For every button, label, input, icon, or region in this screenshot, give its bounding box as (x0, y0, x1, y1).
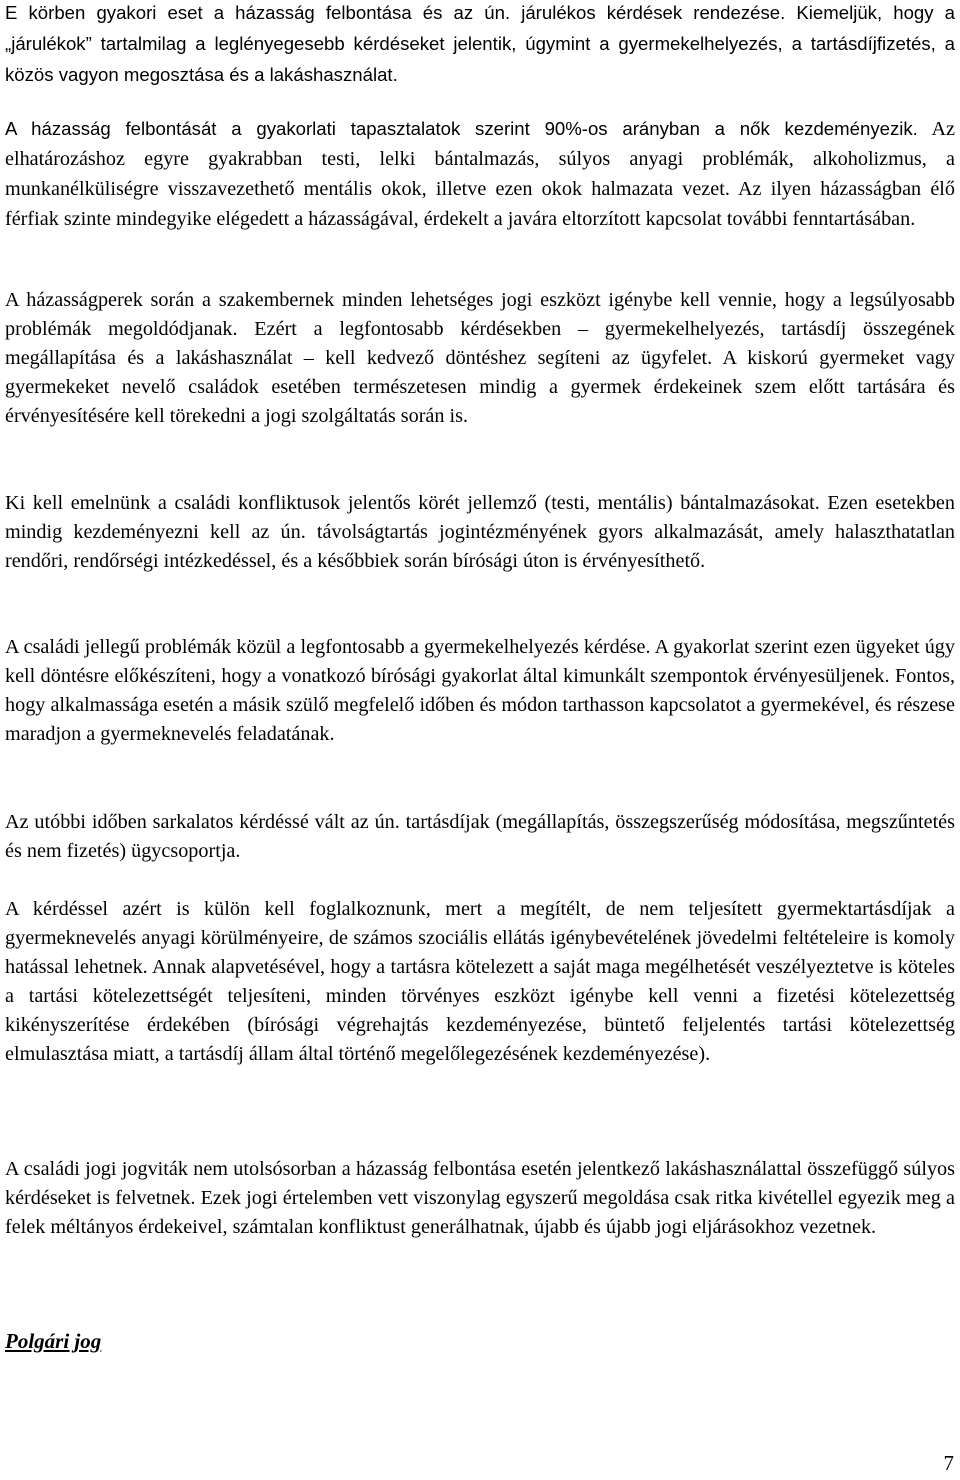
section-heading: Polgári jog (5, 1329, 102, 1353)
paragraph-3-text: A házasságperek során a szakembernek minden lehetséges jogi eszközt igénybe kell vennie, hogy a legsúlyosabb problémák megoldódjanak. Ezért a legfontosabb kérdésekben – gyermekelhelyezés, tartásdíj összegének megállapítása és a lakáshasználat – kell kedvező döntéshez segíteni az ügyfelet. A kiskorú gyermeket vagy gyermekeket nevelő családok esetében természetesen mindig a gyermek érdekeinek szem előtt tartására és érvényesítésére kell törekedni a jogi szolgáltatás során is. (5, 289, 955, 427)
paragraph-1-text: E körben gyakori eset a házasság felbontása és az ún. járulékos kérdések rendezése. Kiemeljük, hogy a „járulékok” tartalmilag a leglényegesebb kérdéseket jelentik, úgymint a gyermekelhelyezés, a tartásdíjfizetés, a közös vagyon megosztása és a lakáshasználat. (5, 2, 955, 85)
page-number: 7 (943, 1451, 954, 1475)
paragraph-8 (5, 1155, 955, 1242)
paragraph-6 (5, 808, 955, 866)
paragraph-2-lead-text: A házasság felbontását a gyakorlati tapasztalatok szerint 90%-os arányban a nők kezdeményezik. (5, 118, 918, 139)
paragraph-5 (5, 633, 955, 749)
paragraph-7 (5, 895, 955, 1069)
paragraph-4 (5, 489, 955, 576)
paragraph-6-text: Az utóbbi időben sarkalatos kérdéssé vált az ún. tartásdíjak (megállapítás, összegszerűség módosítása, megszűntetés és nem fizetés) ügycsoportja. (5, 811, 955, 862)
paragraph-7-text: A kérdéssel azért is külön kell foglalkoznunk, mert a megítélt, de nem teljesített gyermektartásdíjak a gyermeknevelés anyagi körülményeire, de számos szociális ellátás igénybevételének jövedelmi feltételeire is komoly hatással lehetnek. Annak alapvetésével, hogy a tartásra kötelezett a saját maga megélhetését veszélyeztetve is köteles a tartási kötelezettségét teljesíteni, minden törvényes eszközt igénybe kell venni a fizetési kötelezettség kikényszerítése érdekében (bírósági végrehajtás kezdeményezése, büntető feljelentés tartási kötelezettség elmulasztása miatt, a tartásdíj állam által történő megelőlegezésének kezdeményezése). (5, 898, 955, 1065)
paragraph-8-text: A családi jogi jogviták nem utolsósorban a házasság felbontása esetén jelentkező lakáshasználattal összefüggő súlyos kérdéseket is felvetnek. Ezek jogi értelemben vett viszonylag egyszerű megoldása csak ritka kivétellel egyezik meg a felek méltányos érdekeivel, számtalan konfliktust generálhatnak, újabb és újabb jogi eljárásokhoz vezetnek. (5, 1158, 955, 1238)
paragraph-2 (5, 114, 955, 235)
paragraph-1 (5, 0, 955, 91)
paragraph-4-text: Ki kell emelnünk a családi konfliktusok jelentős körét jellemző (testi, mentális) bántalmazásokat. Ezen esetekben mindig kezdeményezni kell az ún. távolságtartás jogintézményének gyors alkalmazását, amely halaszthatatlan rendőri, rendőrségi intézkedéssel, és a későbbiek során bírósági úton is érvényesíthető. (5, 492, 955, 572)
paragraph-5-text: A családi jellegű problémák közül a legfontosabb a gyermekelhelyezés kérdése. A gyakorlat szerint ezen ügyeket úgy kell döntésre előkészíteni, hogy a vonatkozó bírósági gyakorlat által kimunkált szempontok érvényesüljenek. Fontos, hogy alkalmassága esetén a másik szülő megfelelő időben és módon tarthasson kapcsolatot a gyermekével, és részese maradjon a gyermeknevelés feladatának. (5, 636, 955, 745)
paragraph-2-text: Az elhatározáshoz egyre gyakrabban testi, lelki bántalmazás, súlyos anyagi problémák, alkoholizmus, a munkanélküliségre visszavezethető mentális okok, illetve ezen okok halmazata vezet. Az ilyen házasságban élő férfiak szinte mindegyike elégedett a házasságával, érdekelt a javára eltorzított kapcsolat további fenntartásában. (5, 118, 956, 230)
paragraph-3 (5, 286, 955, 431)
